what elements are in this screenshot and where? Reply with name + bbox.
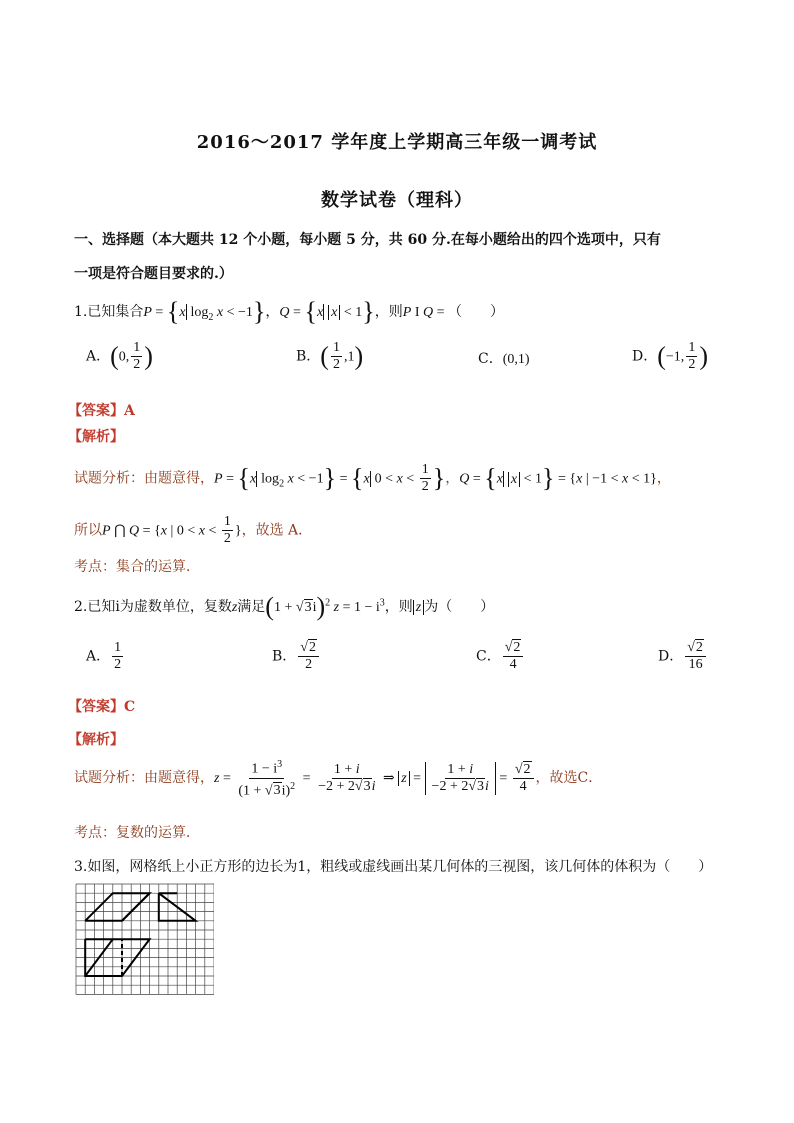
section-heading-line1: 一、选择题（本大题共 12 个小题，每小题 5 分，共 60 分.在每小题给出的四个选项中，只有: [74, 232, 661, 248]
exam-title: 2016～2017 学年度上学期高三年级一调考试: [196, 132, 598, 153]
q2-analysis-line: 试题分析：由题意得，z = $\frac{1 - i^3}{(1 + √3i)^2}$ = $\frac{1 + i}{-2 + 2√3i}$ ⇒ z = $\frac{1 + i}{-2 + 2√3i}$ = $\frac{√2}{4}$ ，故选C．: [74, 759, 603, 799]
question-1-stem: 1.已知集合P = {x $\log_2 x < -1$}，Q = {x x < 1}，则P I Q = （ ）: [74, 297, 505, 326]
q1-option-c: C．(0,1): [478, 351, 530, 367]
q1-sep: ，: [265, 304, 280, 320]
front-view-outline: [85, 893, 149, 921]
q1-analysis-line2: 所以P ⋂ Q = {x | 0 < x < $\frac{1}{2}$ }，故选 A．: [74, 514, 313, 546]
q1-kaodian: 考点：集合的运算．: [74, 559, 200, 575]
q2-option-a: A． $\frac{1}{2}$: [86, 640, 122, 672]
three-view-figure: [74, 882, 214, 1000]
q1-then: ，则: [374, 304, 403, 320]
q2-option-b: B． $\frac{√2}{2}$: [272, 640, 321, 673]
question-3-stem: 3.如图，网格纸上小正方形的边长为1，粗线或虚线画出某几何体的三视图，该几何体的体积为（ ）: [74, 859, 713, 875]
q1-option-d: D．(−1, $\frac{1}{2}$ ): [632, 340, 708, 372]
section-heading-line2: 一项是符合题目要求的.）: [74, 266, 233, 282]
q1-ask: （ ）: [448, 304, 505, 320]
exam-subtitle: 数学试卷（理科）: [321, 190, 473, 211]
q1-analysis-line1: 试题分析：由题意得，P = {x $\log_2 x < -1\} = \{x$ 0 < x < $\frac{1}{2}$ }，Q = {x x < 1} = {x | −1 < x < 1}，: [74, 462, 671, 494]
q2-option-c: C． $\frac{√2}{4}$: [476, 640, 525, 673]
q2-kaodian: 考点：复数的运算．: [74, 825, 200, 841]
question-2-stem: 2.已知i为虚数单位，复数z满足$(1 + √3i)^2$ $z = 1 - i^3$，则 z 为（ ）: [74, 592, 495, 621]
front-view-edge: [122, 893, 150, 921]
q1-analysis-label: 【解析】: [68, 429, 124, 445]
q2-answer: 【答案】C: [68, 699, 136, 715]
q1-option-b: B．( $\frac{1}{2}$ ,1): [296, 340, 364, 372]
q1-option-a: A．(0, $\frac{1}{2}$ ): [86, 340, 153, 372]
q1-answer: 【答案】A: [68, 403, 135, 419]
q2-option-d: D． $\frac{√2}{16}$: [658, 640, 708, 673]
q2-analysis-label: 【解析】: [68, 732, 124, 748]
q1-lead: 1.已知集合: [74, 304, 144, 320]
